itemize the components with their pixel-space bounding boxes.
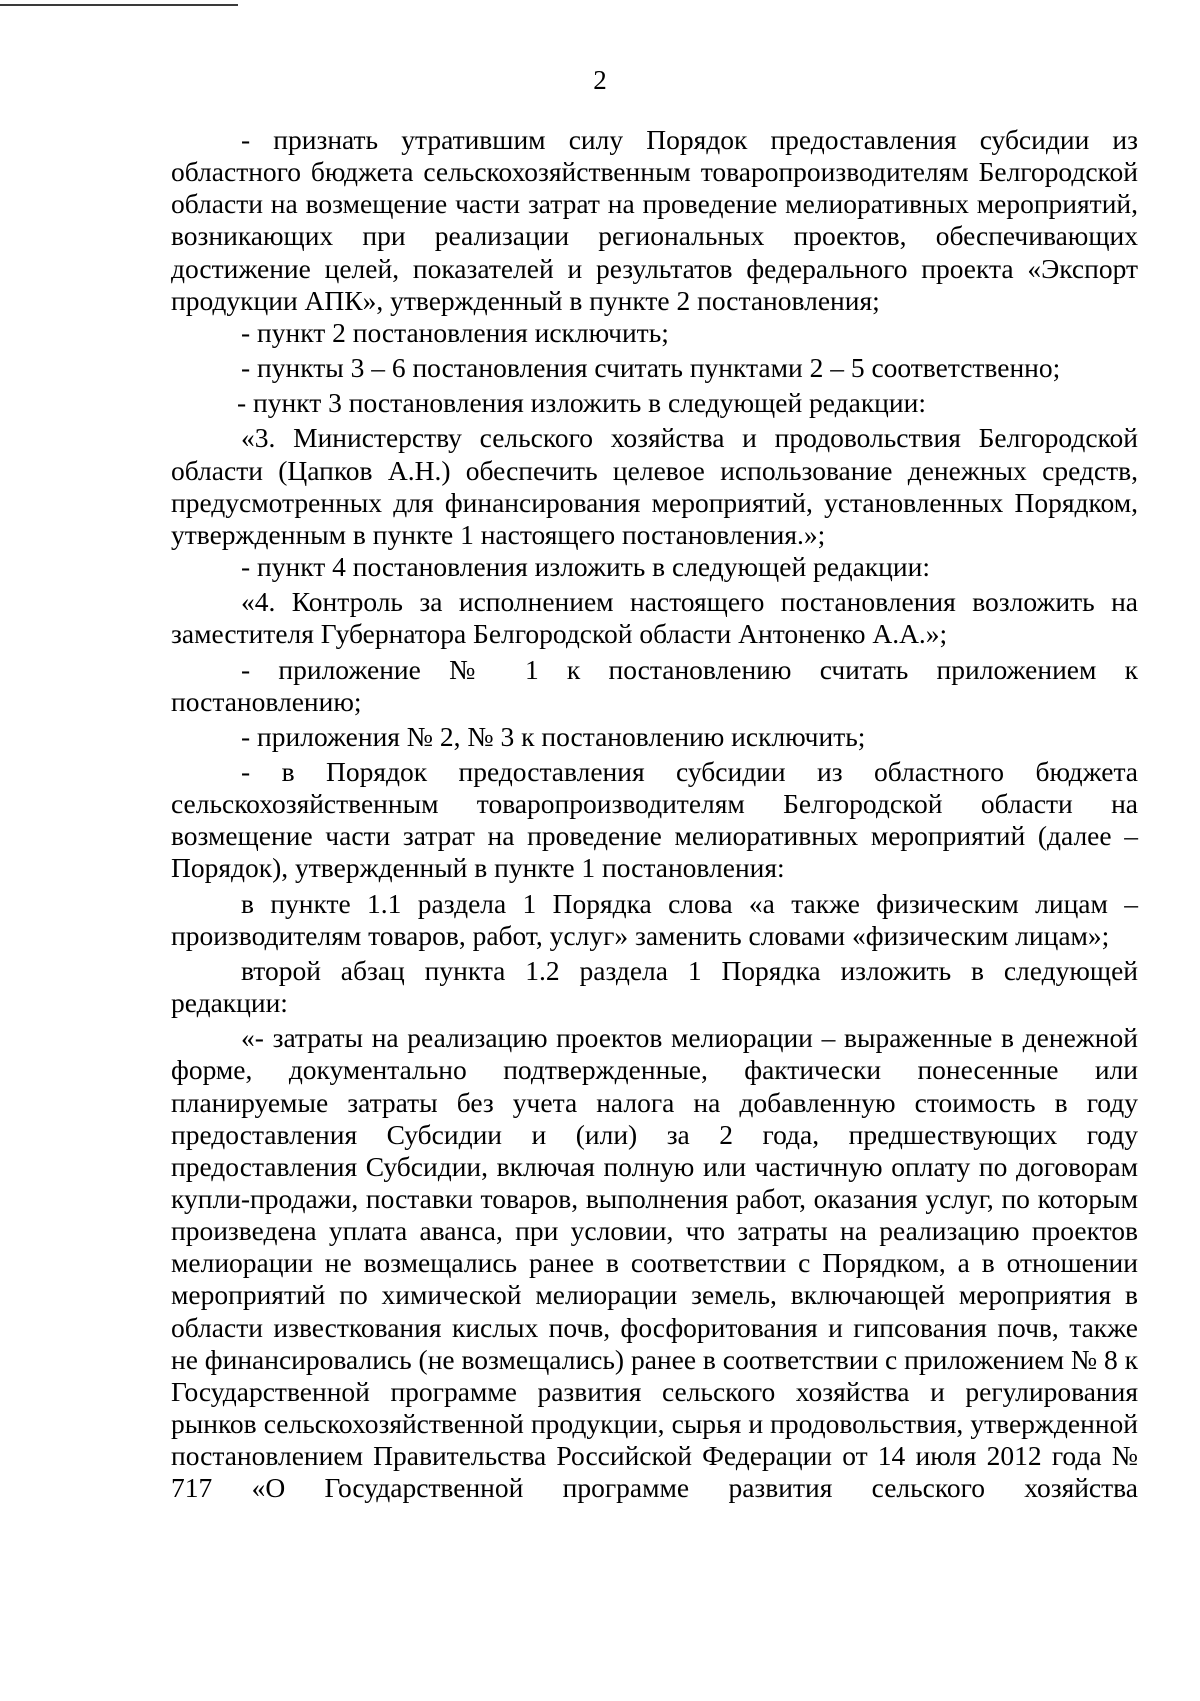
paragraph-2: - пункт 2 постановления исключить; bbox=[241, 316, 669, 348]
paragraph-5: «3. Министерству сельского хозяйства и продовольствия Белгородской области (Цапков А.Н.) обеспечить целевое использование денежных средств, предусмотренных для финансирования мероприятий, установленных Порядком, утвержденным в пункте 1 настоящего постановления.»; bbox=[171, 422, 1138, 550]
paragraph-9: - приложения № 2, № 3 к постановлению исключить; bbox=[241, 720, 866, 752]
paragraph-11: в пункте 1.1 раздела 1 Порядка слова «а также физическим лицам – производителям товаров, работ, услуг» заменить словами «физическим лицам»; bbox=[171, 887, 1138, 951]
top-rule bbox=[0, 4, 238, 6]
paragraph-12: второй абзац пункта 1.2 раздела 1 Порядка изложить в следующей редакции: bbox=[171, 954, 1138, 1019]
paragraph-10: - в Порядок предоставления субсидии из областного бюджета сельскохозяйственным товаропроизводителям Белгородской области на возмещение части затрат на проведение мелиоративных мероприятий (далее – Порядок), утвержденный в пункте 1 постановления: bbox=[171, 755, 1138, 884]
paragraph-3: - пункты 3 – 6 постановления считать пунктами 2 – 5 соответственно; bbox=[241, 352, 1061, 384]
paragraph-8: - приложение № 1 к постановлению считать приложением к постановлению; bbox=[171, 653, 1138, 717]
paragraph-1: - признать утратившим силу Порядок предоставления субсидии из областного бюджета сельскохозяйственным товаропроизводителям Белгородской области на возмещение части затрат на проведение мелиоративных мероприятий, возникающих при реализации региональных проектов, обеспечивающих достижение целей, показателей и результатов федерального проекта «Экспорт продукции АПК», утвержденный в пункте 2 постановления; bbox=[171, 124, 1138, 316]
paragraph-4: - пункт 3 постановления изложить в следующей редакции: bbox=[237, 387, 926, 419]
paragraph-13: «- затраты на реализацию проектов мелиорации – выраженные в денежной форме, документально подтвержденные, фактически понесенные или планируемые затраты без учета налога на добавленную стоимость в году предоставления Субсидии и (или) за 2 года, предшествующих году предоставления Субсидии, включая полную или частичную оплату по договорам купли-продажи, поставки товаров, выполнения работ, оказания услуг, по которым произведена уплата аванса, при условии, что затраты на реализацию проектов мелиорации не возмещались ранее в соответствии с Порядком, а в отношении мероприятий по химической мелиорации земель, включающей мероприятия в области известкования кислых почв, фосфоритования и гипсования почв, также не финансировались (не возмещались) ранее в соответствии с приложением № 8 к Государственной программе развития сельского хозяйства и регулирования рынков сельскохозяйственной продукции, сырья и продовольствия, утвержденной постановлением Правительства Российской Федерации от 14 июля 2012 года № 717 «О Государственной программе развития сельского хозяйства bbox=[171, 1022, 1138, 1504]
paragraph-6: - пункт 4 постановления изложить в следующей редакции: bbox=[241, 551, 930, 583]
document-body bbox=[171, 124, 1138, 1505]
page-number: 2 bbox=[593, 65, 607, 95]
paragraph-7: «4. Контроль за исполнением настоящего постановления возложить на заместителя Губернатора Белгородской области Антоненко А.А.»; bbox=[171, 586, 1138, 650]
